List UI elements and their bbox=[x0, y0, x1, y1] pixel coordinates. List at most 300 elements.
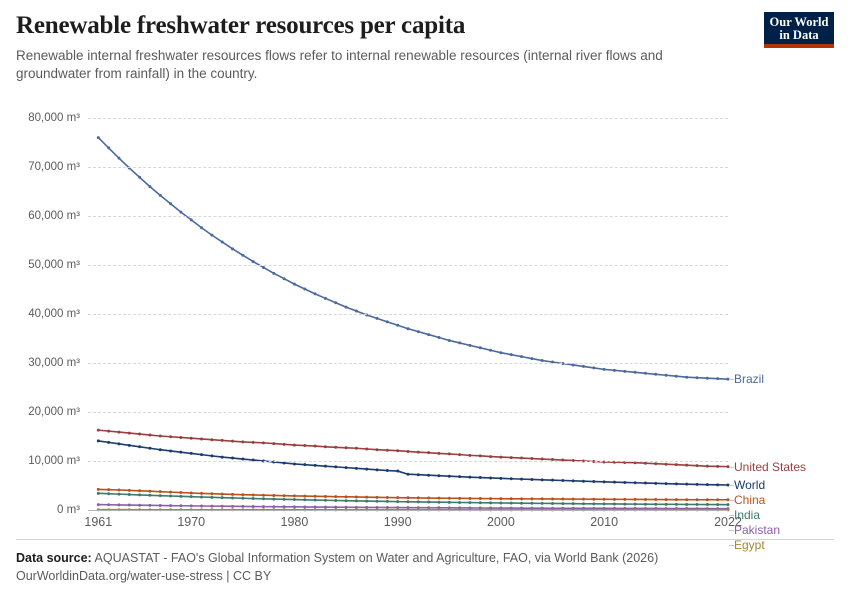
gridline bbox=[88, 461, 728, 462]
series-point bbox=[675, 375, 678, 378]
gridline bbox=[88, 412, 728, 413]
series-point bbox=[241, 440, 244, 443]
series-point bbox=[530, 357, 533, 360]
series-point bbox=[592, 480, 595, 483]
series-point bbox=[634, 371, 637, 374]
series-point bbox=[572, 498, 575, 501]
series-point bbox=[210, 454, 213, 457]
series-point bbox=[489, 476, 492, 479]
series-point bbox=[654, 482, 657, 485]
y-axis-tick-label: 10,000 m³ bbox=[28, 455, 80, 467]
series-point bbox=[696, 376, 699, 379]
series-label-brazil[interactable]: Brazil bbox=[734, 372, 765, 387]
series-point bbox=[169, 202, 172, 205]
series-point bbox=[437, 452, 440, 455]
series-point bbox=[355, 499, 358, 502]
series-point bbox=[107, 441, 110, 444]
series-point bbox=[128, 489, 131, 492]
series-point bbox=[417, 451, 420, 454]
series-point bbox=[386, 449, 389, 452]
series-point bbox=[706, 465, 709, 468]
series-point bbox=[685, 483, 688, 486]
series-point bbox=[107, 430, 110, 433]
series-point bbox=[613, 369, 616, 372]
series-point bbox=[345, 446, 348, 449]
series-point bbox=[303, 463, 306, 466]
series-point bbox=[386, 500, 389, 503]
series-point bbox=[128, 444, 131, 447]
series-point bbox=[644, 498, 647, 501]
series-point bbox=[117, 442, 120, 445]
series-point bbox=[334, 446, 337, 449]
series-point bbox=[148, 447, 151, 450]
series-label-pakistan[interactable]: Pakistan bbox=[734, 523, 781, 537]
gridline bbox=[88, 510, 728, 511]
data-source-line bbox=[16, 549, 834, 568]
logo-line-1: Our World bbox=[769, 15, 829, 29]
series-point bbox=[324, 465, 327, 468]
series-point bbox=[592, 502, 595, 505]
series-point bbox=[551, 479, 554, 482]
series-point bbox=[117, 493, 120, 496]
series-point bbox=[169, 435, 172, 438]
x-axis-tick-label: 2010 bbox=[590, 515, 619, 529]
series-point bbox=[107, 492, 110, 495]
series-point bbox=[221, 505, 224, 508]
series-point bbox=[303, 444, 306, 447]
series-point bbox=[386, 320, 389, 323]
series-point bbox=[675, 498, 678, 501]
page-title: Renewable freshwater resources per capita bbox=[16, 12, 466, 39]
series-point bbox=[499, 456, 502, 459]
series-point bbox=[169, 449, 172, 452]
series-point bbox=[179, 504, 182, 507]
series-point bbox=[561, 502, 564, 505]
series-point bbox=[169, 491, 172, 494]
series-point bbox=[262, 494, 265, 497]
series-point bbox=[355, 495, 358, 498]
series-point bbox=[510, 477, 513, 480]
series-point bbox=[530, 478, 533, 481]
series-point bbox=[283, 505, 286, 508]
x-axis-tick-label: 1980 bbox=[280, 515, 309, 529]
series-point bbox=[675, 482, 678, 485]
series-point bbox=[221, 456, 224, 459]
series-point bbox=[200, 492, 203, 495]
series-point bbox=[334, 301, 337, 304]
series-point bbox=[148, 490, 151, 493]
series-point bbox=[458, 501, 461, 504]
series-point bbox=[654, 498, 657, 501]
series-point bbox=[644, 482, 647, 485]
series-point bbox=[551, 502, 554, 505]
series-point bbox=[530, 497, 533, 500]
series-point bbox=[458, 475, 461, 478]
series-point bbox=[603, 480, 606, 483]
series-point bbox=[510, 353, 513, 356]
series-point bbox=[427, 497, 430, 500]
series-point bbox=[407, 500, 410, 503]
series-point bbox=[324, 297, 327, 300]
series-point bbox=[706, 498, 709, 501]
series-point bbox=[97, 503, 100, 506]
series-point bbox=[272, 272, 275, 275]
series-point bbox=[200, 505, 203, 508]
series-point bbox=[530, 457, 533, 460]
series-point bbox=[417, 330, 420, 333]
series-point bbox=[582, 480, 585, 483]
series-point bbox=[117, 503, 120, 506]
series-label-india[interactable]: India bbox=[734, 508, 761, 522]
series-point bbox=[324, 445, 327, 448]
series-point bbox=[148, 504, 151, 507]
series-point bbox=[200, 226, 203, 229]
series-point bbox=[427, 451, 430, 454]
series-point bbox=[468, 476, 471, 479]
series-point bbox=[427, 501, 430, 504]
series-point bbox=[448, 475, 451, 478]
series-point bbox=[675, 463, 678, 466]
series-point bbox=[489, 501, 492, 504]
series-point bbox=[499, 477, 502, 480]
series-point bbox=[489, 497, 492, 500]
logo-line-2: in Data bbox=[779, 28, 819, 43]
series-point bbox=[283, 494, 286, 497]
series-point bbox=[262, 505, 265, 508]
series-point bbox=[179, 495, 182, 498]
series-point bbox=[200, 453, 203, 456]
series-point bbox=[345, 506, 348, 509]
series-point bbox=[314, 464, 317, 467]
series-point bbox=[179, 211, 182, 214]
series-point bbox=[448, 339, 451, 342]
series-point bbox=[644, 503, 647, 506]
series-point bbox=[582, 498, 585, 501]
series-point bbox=[107, 146, 110, 149]
series-point bbox=[365, 496, 368, 499]
series-point bbox=[324, 499, 327, 502]
series-point bbox=[427, 333, 430, 336]
series-point bbox=[97, 439, 100, 442]
series-point bbox=[644, 462, 647, 465]
series-point bbox=[716, 483, 719, 486]
series-point bbox=[376, 317, 379, 320]
series-point bbox=[520, 497, 523, 500]
series-point bbox=[159, 490, 162, 493]
series-point bbox=[283, 277, 286, 280]
series-point bbox=[520, 457, 523, 460]
series-point bbox=[499, 497, 502, 500]
series-point bbox=[169, 504, 172, 507]
series-point bbox=[468, 497, 471, 500]
series-point bbox=[706, 377, 709, 380]
series-point bbox=[262, 266, 265, 269]
attribution-line[interactable]: OurWorldinData.org/water-use-stress | CC BY bbox=[16, 569, 272, 584]
series-point bbox=[210, 492, 213, 495]
series-point bbox=[634, 498, 637, 501]
series-point bbox=[107, 503, 110, 506]
series-point bbox=[272, 494, 275, 497]
series-point bbox=[479, 454, 482, 457]
series-point bbox=[159, 194, 162, 197]
series-point bbox=[499, 501, 502, 504]
series-point bbox=[324, 495, 327, 498]
series-point bbox=[603, 502, 606, 505]
series-point bbox=[582, 502, 585, 505]
series-point bbox=[169, 494, 172, 497]
series-point bbox=[179, 451, 182, 454]
series-point bbox=[510, 456, 513, 459]
series-point bbox=[634, 503, 637, 506]
series-point bbox=[613, 481, 616, 484]
series-point bbox=[685, 498, 688, 501]
series-point bbox=[696, 464, 699, 467]
series-point bbox=[210, 234, 213, 237]
series-point bbox=[345, 499, 348, 502]
series-point bbox=[541, 359, 544, 362]
series-point bbox=[314, 445, 317, 448]
series-point bbox=[252, 505, 255, 508]
series-point bbox=[252, 497, 255, 500]
series-point bbox=[572, 502, 575, 505]
series-point bbox=[654, 503, 657, 506]
series-label-united-states[interactable]: United States bbox=[734, 459, 807, 474]
series-point bbox=[520, 355, 523, 358]
series-point bbox=[479, 497, 482, 500]
series-point bbox=[324, 506, 327, 509]
series-point bbox=[696, 483, 699, 486]
series-point bbox=[148, 434, 151, 437]
series-point bbox=[468, 501, 471, 504]
series-point bbox=[520, 502, 523, 505]
chart-footer bbox=[16, 539, 834, 587]
series-point bbox=[345, 306, 348, 309]
series-point bbox=[252, 441, 255, 444]
series-point bbox=[117, 157, 120, 160]
series-point bbox=[510, 502, 513, 505]
series-point bbox=[210, 496, 213, 499]
series-point bbox=[530, 502, 533, 505]
series-point bbox=[592, 366, 595, 369]
series-point bbox=[303, 505, 306, 508]
series-point bbox=[706, 503, 709, 506]
series-point bbox=[675, 503, 678, 506]
series-point bbox=[572, 479, 575, 482]
series-point bbox=[314, 495, 317, 498]
series-point bbox=[272, 505, 275, 508]
series-point bbox=[221, 496, 224, 499]
series-point bbox=[241, 493, 244, 496]
series-point bbox=[293, 444, 296, 447]
y-axis-tick-label: 30,000 m³ bbox=[28, 357, 80, 369]
series-point bbox=[458, 453, 461, 456]
series-point bbox=[231, 505, 234, 508]
data-source-text: AQUASTAT - FAO's Global Information System on Water and Agriculture, FAO, via World Bank (2026) bbox=[94, 550, 659, 565]
series-point bbox=[97, 136, 100, 139]
series-point bbox=[541, 502, 544, 505]
series-point bbox=[179, 491, 182, 494]
series-point bbox=[613, 502, 616, 505]
series-point bbox=[407, 473, 410, 476]
series-line bbox=[98, 138, 728, 380]
series-point bbox=[417, 496, 420, 499]
series-point bbox=[727, 503, 730, 506]
chart-subtitle: Renewable internal freshwater resources flows refer to internal renewable resources (internal river flows and groundwater from rainfall) in the country. bbox=[16, 47, 663, 82]
series-point bbox=[138, 493, 141, 496]
x-axis-tick-label: 2000 bbox=[486, 515, 515, 529]
series-point bbox=[386, 496, 389, 499]
series-point bbox=[634, 481, 637, 484]
series-point bbox=[696, 498, 699, 501]
series-point bbox=[417, 473, 420, 476]
series-point bbox=[541, 497, 544, 500]
series-point bbox=[489, 349, 492, 352]
series-point bbox=[665, 503, 668, 506]
series-label-egypt[interactable]: Egypt bbox=[734, 538, 765, 552]
series-point bbox=[603, 498, 606, 501]
series-point bbox=[365, 500, 368, 503]
series-point bbox=[97, 492, 100, 495]
series-point bbox=[458, 497, 461, 500]
series-point bbox=[200, 496, 203, 499]
series-point bbox=[262, 441, 265, 444]
series-point bbox=[117, 431, 120, 434]
series-line bbox=[98, 489, 728, 499]
series-point bbox=[437, 336, 440, 339]
series-point bbox=[231, 440, 234, 443]
series-point bbox=[252, 493, 255, 496]
series-point bbox=[489, 455, 492, 458]
series-point bbox=[365, 468, 368, 471]
series-point bbox=[396, 449, 399, 452]
series-point bbox=[221, 493, 224, 496]
series-point bbox=[716, 465, 719, 468]
gridline bbox=[88, 363, 728, 364]
series-label-china[interactable]: China bbox=[734, 493, 766, 507]
series-point bbox=[417, 500, 420, 503]
series-point bbox=[293, 494, 296, 497]
series-point bbox=[468, 454, 471, 457]
series-point bbox=[458, 341, 461, 344]
series-point bbox=[468, 344, 471, 347]
series-point bbox=[623, 481, 626, 484]
series-point bbox=[334, 506, 337, 509]
series-point bbox=[716, 498, 719, 501]
series-point bbox=[520, 478, 523, 481]
series-point bbox=[97, 488, 100, 491]
gridline bbox=[88, 216, 728, 217]
series-point bbox=[396, 496, 399, 499]
series-point bbox=[190, 452, 193, 455]
series-point bbox=[272, 442, 275, 445]
series-point bbox=[561, 479, 564, 482]
series-point bbox=[407, 496, 410, 499]
series-point bbox=[685, 503, 688, 506]
y-axis-tick-label: 60,000 m³ bbox=[28, 210, 80, 222]
series-point bbox=[623, 498, 626, 501]
series-point bbox=[97, 429, 100, 432]
series-point bbox=[303, 495, 306, 498]
series-label-world[interactable]: World bbox=[734, 478, 766, 492]
series-point bbox=[231, 247, 234, 250]
y-axis-tick-label: 40,000 m³ bbox=[28, 308, 80, 320]
series-point bbox=[510, 497, 513, 500]
series-point bbox=[623, 503, 626, 506]
series-point bbox=[365, 448, 368, 451]
series-point bbox=[376, 500, 379, 503]
series-point bbox=[314, 499, 317, 502]
series-point bbox=[376, 448, 379, 451]
series-point bbox=[437, 501, 440, 504]
series-point bbox=[138, 504, 141, 507]
series-point bbox=[107, 488, 110, 491]
series-point bbox=[148, 494, 151, 497]
our-world-in-data-logo[interactable] bbox=[764, 12, 834, 48]
series-point bbox=[241, 497, 244, 500]
series-point bbox=[665, 498, 668, 501]
series-point bbox=[190, 492, 193, 495]
y-axis-tick-label: 20,000 m³ bbox=[28, 406, 80, 418]
series-point bbox=[231, 496, 234, 499]
series-point bbox=[159, 504, 162, 507]
series-point bbox=[303, 288, 306, 291]
series-point bbox=[551, 497, 554, 500]
series-point bbox=[200, 437, 203, 440]
series-point bbox=[685, 376, 688, 379]
gridline bbox=[88, 314, 728, 315]
series-point bbox=[262, 497, 265, 500]
series-point bbox=[148, 185, 151, 188]
series-point bbox=[221, 439, 224, 442]
series-point bbox=[241, 254, 244, 257]
series-point bbox=[376, 468, 379, 471]
series-point bbox=[190, 504, 193, 507]
series-point bbox=[128, 432, 131, 435]
series-point bbox=[613, 498, 616, 501]
series-point bbox=[479, 346, 482, 349]
chart-header bbox=[16, 12, 756, 84]
series-point bbox=[190, 437, 193, 440]
series-point bbox=[272, 498, 275, 501]
series-point bbox=[644, 372, 647, 375]
series-point bbox=[231, 493, 234, 496]
y-axis-tick-label: 70,000 m³ bbox=[28, 161, 80, 173]
series-point bbox=[396, 470, 399, 473]
series-point bbox=[665, 463, 668, 466]
series-point bbox=[654, 462, 657, 465]
series-point bbox=[179, 436, 182, 439]
series-point bbox=[437, 474, 440, 477]
series-point bbox=[355, 310, 358, 313]
series-point bbox=[159, 494, 162, 497]
series-point bbox=[654, 373, 657, 376]
series-point bbox=[293, 283, 296, 286]
series-point bbox=[603, 368, 606, 371]
series-point bbox=[407, 450, 410, 453]
series-point bbox=[716, 377, 719, 380]
series-point bbox=[138, 445, 141, 448]
series-point bbox=[128, 493, 131, 496]
series-point bbox=[241, 505, 244, 508]
series-point bbox=[138, 176, 141, 179]
series-point bbox=[345, 495, 348, 498]
series-point bbox=[293, 498, 296, 501]
series-point bbox=[190, 495, 193, 498]
series-point bbox=[293, 505, 296, 508]
y-axis-tick-label: 50,000 m³ bbox=[28, 259, 80, 271]
series-point bbox=[314, 292, 317, 295]
series-point bbox=[386, 469, 389, 472]
